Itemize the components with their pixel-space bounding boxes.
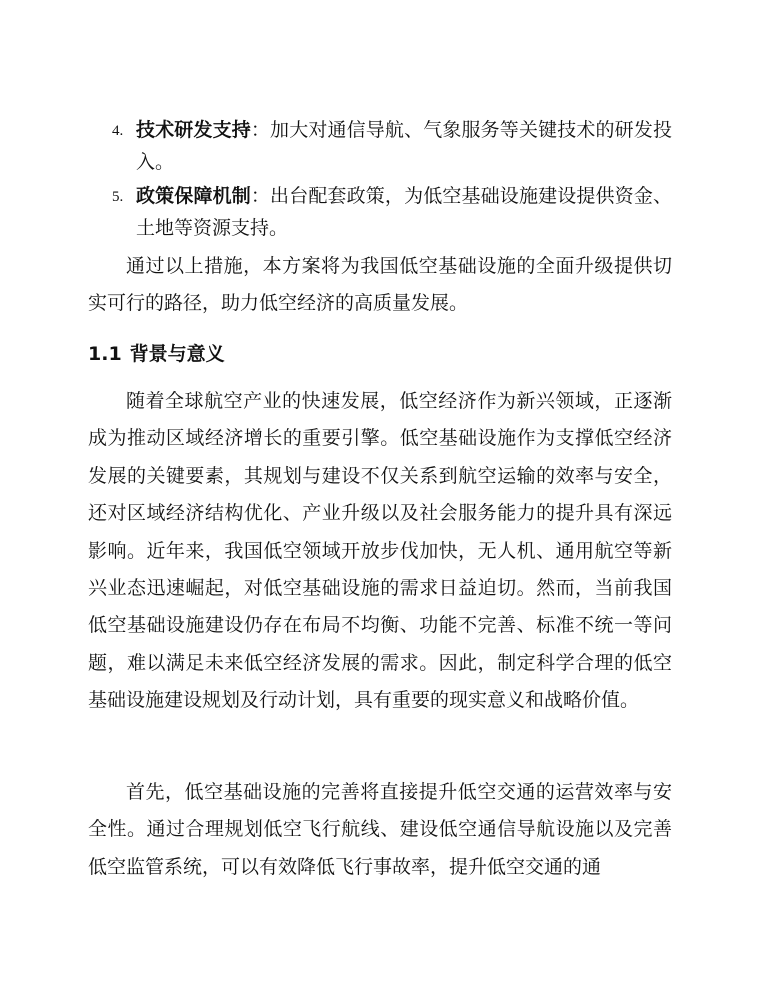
conclusion-paragraph: 通过以上措施，本方案将为我国低空基础设施的全面升级提供切实可行的路径，助力低空经济的高质量发展。 bbox=[88, 255, 672, 315]
list-item-label: 技术研发支持 bbox=[136, 119, 251, 141]
body-paragraph-first: 首先，低空基础设施的完善将直接提升低空交通的运营效率与安全性。通过合理规划低空飞行航线、建设低空通信导航设施以及完善低空监管系统，可以有效降低飞行事故率，提升低空交通的通 bbox=[88, 781, 672, 878]
list-item-text: 加大对通信导航、气象服务等关键技术的研发投入。 bbox=[136, 119, 672, 173]
list-item-5 bbox=[112, 180, 672, 244]
list-number: 4. bbox=[112, 123, 124, 139]
list-item-colon: ： bbox=[250, 119, 271, 141]
section-number: 1.1 bbox=[88, 343, 122, 365]
list-item-4 bbox=[112, 114, 672, 178]
list-item-body bbox=[136, 180, 672, 244]
section-heading bbox=[88, 339, 225, 369]
list-item-body bbox=[136, 114, 672, 178]
body-paragraph-background: 随着全球航空产业的快速发展，低空经济作为新兴领域，正逐渐成为推动区域经济增长的重要引擎。低空基础设施作为支撑低空经济发展的关键要素，其规划与建设不仅关系到航空运输的效率与安全，还对区域经济结构优化、产业升级以及社会服务能力的提升具有深远影响。近年来，我国低空领域开放步伐加快，无人机、通用航空等新兴业态迅速崛起，对低空基础设施的需求日益迫切。然而，当前我国低空基础设施建设仍存在布局不均衡、功能不完善、标准不统一等问题，难以满足未来低空经济发展的需求。因此，制定科学合理的低空基础设施建设规划及行动计划，具有重要的现实意义和战略价值。 bbox=[88, 390, 672, 712]
list-number: 5. bbox=[112, 189, 124, 205]
list-item-text: 出台配套政策，为低空基础设施建设提供资金、土地等资源支持。 bbox=[136, 185, 672, 239]
list-item-label: 政策保障机制 bbox=[136, 185, 251, 207]
section-title: 背景与意义 bbox=[129, 343, 225, 365]
list-item-colon: ： bbox=[250, 185, 271, 207]
